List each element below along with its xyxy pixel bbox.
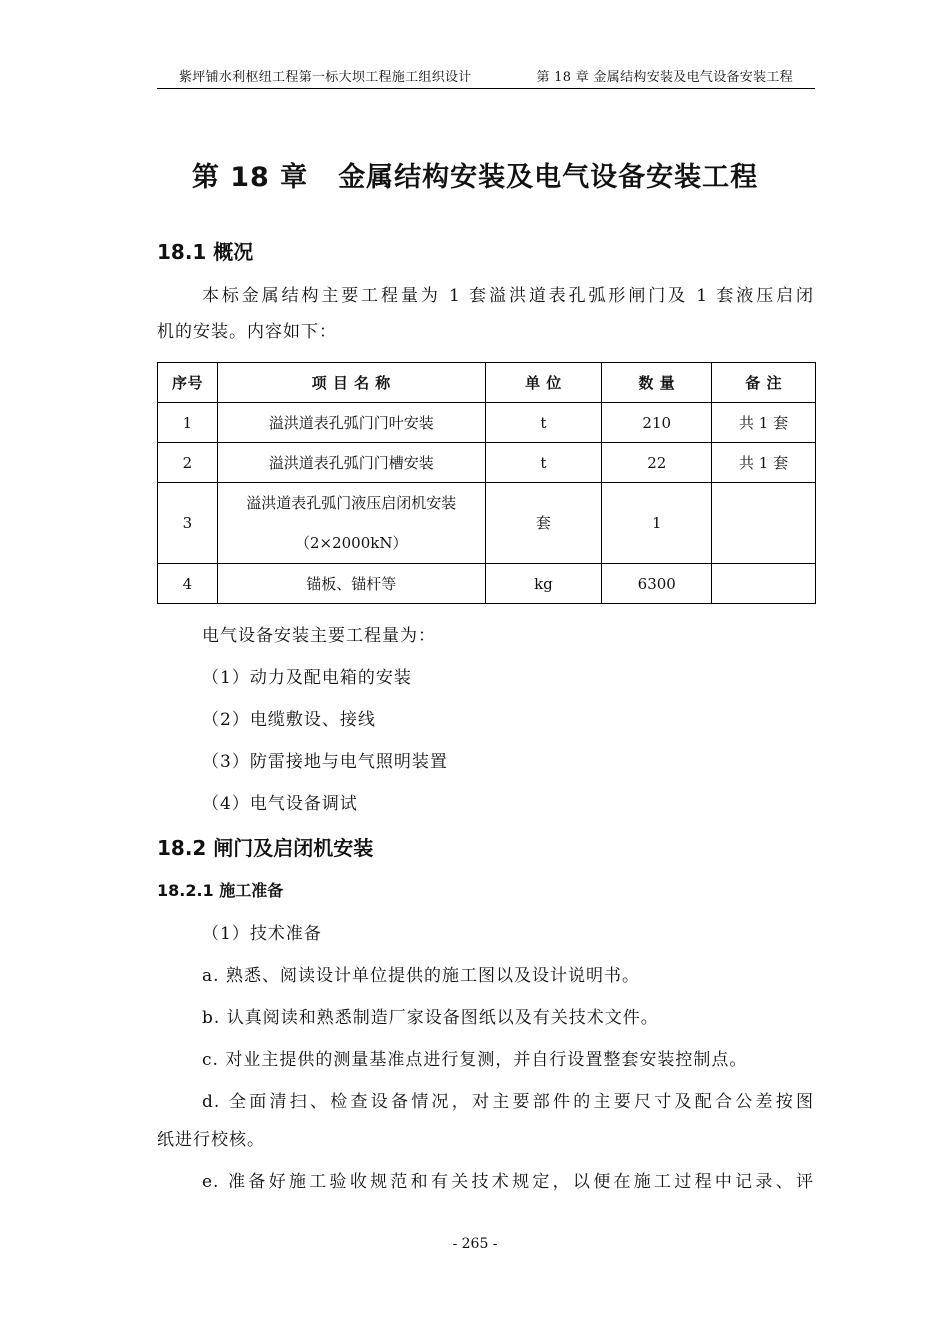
cell-no: 4 <box>158 564 218 604</box>
prep-item-b: b. 认真阅读和熟悉制造厂家设备图纸以及有关技术文件。 <box>202 1008 659 1028</box>
cell-name: 锚板、锚杆等 <box>217 564 485 604</box>
page-header <box>157 66 815 89</box>
electrical-item: （2）电缆敷设、接线 <box>202 710 376 730</box>
electrical-item: （1）动力及配电箱的安装 <box>202 668 412 688</box>
cell-qty: 6300 <box>602 564 712 604</box>
col-header-name: 项 目 名 称 <box>217 363 485 403</box>
cell-name-line1: 溢洪道表孔弧门液压启闭机安装 <box>246 494 457 512</box>
cell-name: 溢洪道表孔弧门门槽安装 <box>217 443 485 483</box>
electrical-item: （4）电气设备调试 <box>202 794 358 814</box>
table-row <box>158 403 816 443</box>
cell-unit: kg <box>485 564 602 604</box>
cell-qty: 22 <box>602 443 712 483</box>
cell-note: 共 1 套 <box>712 443 816 483</box>
chapter-name: 金属结构安装及电气设备安装工程 <box>338 162 759 193</box>
electrical-intro: 电气设备安装主要工程量为： <box>202 626 436 646</box>
prep-item-d-line1: d. 全面清扫、检查设备情况，对主要部件的主要尺寸及配合公差按图 <box>202 1092 814 1112</box>
page-number: - 265 - <box>452 1236 498 1252</box>
cell-unit: t <box>485 443 602 483</box>
col-header-unit: 单 位 <box>485 363 602 403</box>
cell-note <box>712 564 816 604</box>
cell-note <box>712 483 816 564</box>
col-header-qty: 数 量 <box>602 363 712 403</box>
section-heading-gates: 18.2 闸门及启闭机安装 <box>157 836 374 860</box>
cell-no: 2 <box>158 443 218 483</box>
quantity-table <box>157 362 816 604</box>
cell-unit: t <box>485 403 602 443</box>
cell-name <box>217 483 485 564</box>
table-row <box>158 443 816 483</box>
header-document-title: 紫坪铺水利枢纽工程第一标大坝工程施工组织设计 <box>179 70 472 85</box>
table-row <box>158 483 816 564</box>
header-chapter-title: 第 18 章 金属结构安装及电气设备安装工程 <box>536 70 793 85</box>
chapter-title <box>0 155 950 194</box>
cell-no: 1 <box>158 403 218 443</box>
subsection-heading-preparation: 18.2.1 施工准备 <box>157 881 284 900</box>
cell-name: 溢洪道表孔弧门门叶安装 <box>217 403 485 443</box>
table-row <box>158 564 816 604</box>
cell-note: 共 1 套 <box>712 403 816 443</box>
section-heading-overview: 18.1 概况 <box>157 240 254 264</box>
cell-name-line2: （2×2000kN） <box>294 534 408 552</box>
cell-no: 3 <box>158 483 218 564</box>
table-header-row <box>158 363 816 403</box>
cell-unit: 套 <box>485 483 602 564</box>
prep-item-d-line2: 纸进行校核。 <box>157 1130 265 1150</box>
overview-paragraph-line1: 本标金属结构主要工程量为 1 套溢洪道表孔弧形闸门及 1 套液压启闭 <box>202 286 814 306</box>
chapter-number: 第 18 章 <box>191 162 309 193</box>
cell-qty: 210 <box>602 403 712 443</box>
prep-item-a: a. 熟悉、阅读设计单位提供的施工图以及设计说明书。 <box>202 966 640 986</box>
col-header-no: 序号 <box>158 363 218 403</box>
prep-item-e-line1: e. 准备好施工验收规范和有关技术规定，以便在施工过程中记录、评 <box>202 1172 814 1192</box>
electrical-item: （3）防雷接地与电气照明装置 <box>202 752 448 772</box>
col-header-note: 备 注 <box>712 363 816 403</box>
prep-item-c: c. 对业主提供的测量基准点进行复测，并自行设置整套安装控制点。 <box>202 1050 748 1070</box>
technical-preparation-heading: （1）技术准备 <box>202 924 322 944</box>
cell-qty: 1 <box>602 483 712 564</box>
overview-paragraph-line2: 机的安装。内容如下： <box>157 322 337 342</box>
